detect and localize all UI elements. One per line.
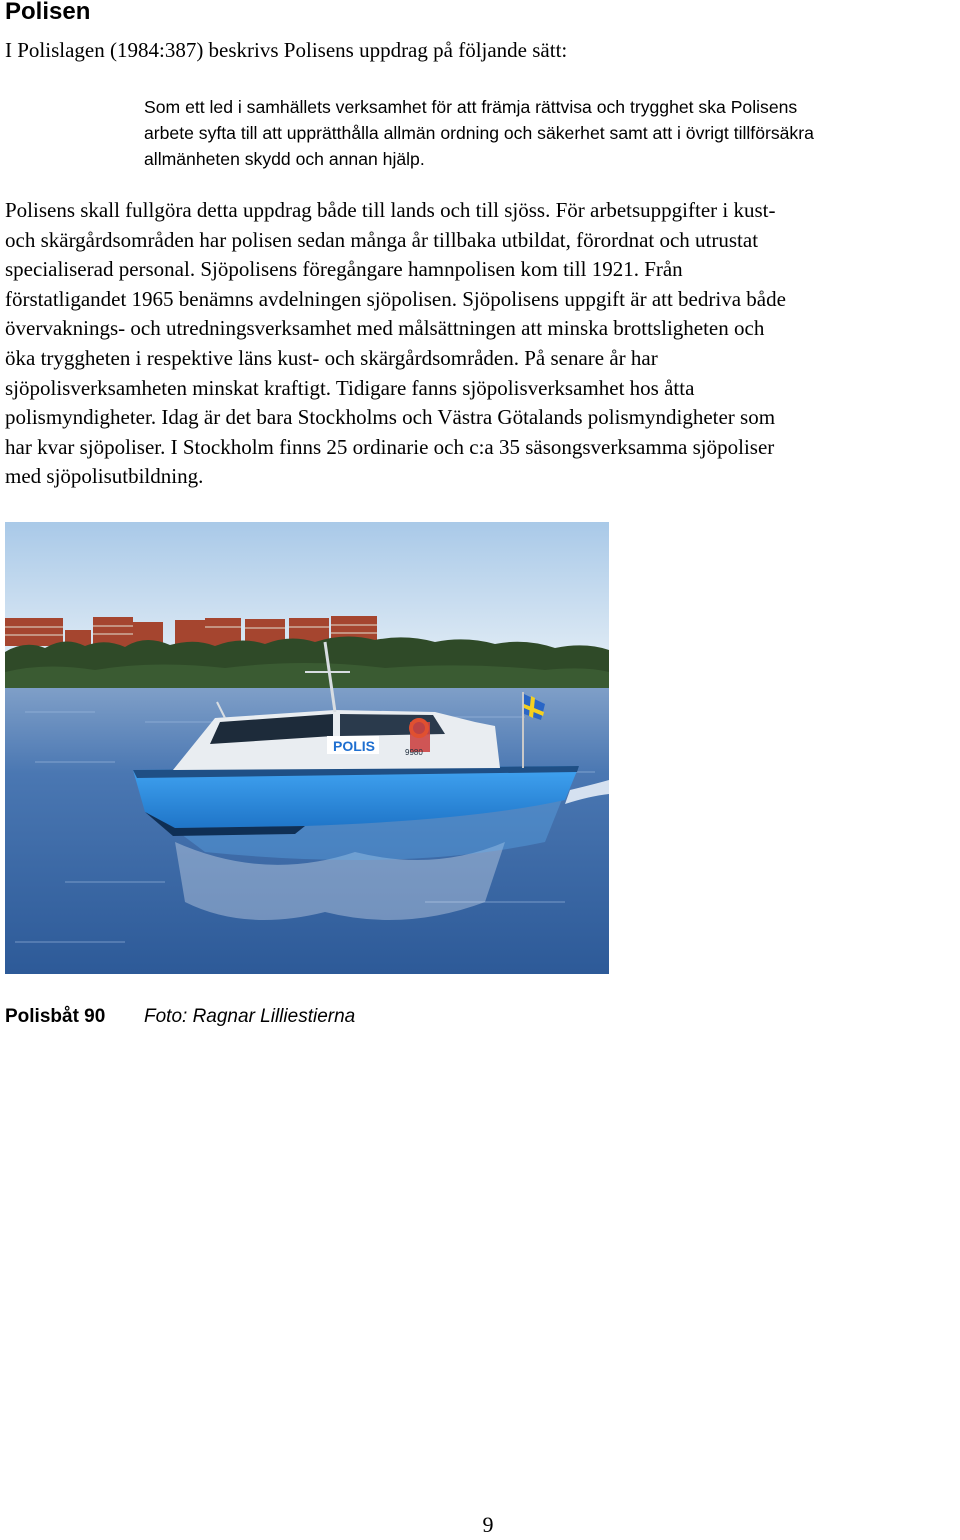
intro-paragraph: I Polislagen (1984:387) beskrivs Polisens uppdrag på följande sätt:: [5, 38, 568, 62]
caption-credit: Foto: Ragnar Lilliestierna: [144, 1006, 356, 1027]
police-boat-illustration: [5, 522, 609, 974]
body-paragraph: [5, 196, 960, 492]
hull-number: 9980: [405, 748, 423, 757]
quote-line: allmänheten skydd och annan hjälp.: [144, 149, 425, 169]
page-number: 9: [482, 1512, 494, 1537]
body-line: polismyndigheter. Idag är det bara Stockholms och Västra Götalands polismyndigheter som: [5, 405, 776, 430]
page-title: Polisen: [5, 0, 91, 25]
law-quote: [144, 94, 954, 172]
body-line: med sjöpolisutbildning.: [5, 464, 204, 489]
body-line: har kvar sjöpoliser. I Stockholm finns 25 ordinarie och c:a 35 säsongsverksamma sjöpoliser: [5, 434, 775, 459]
body-line: och skärgårdsområden har polisen sedan många år tillbaka utbildat, förordnat och utrustat: [5, 227, 759, 252]
body-line: öka tryggheten i respektive läns kust- och skärgårdsområden. På senare år har: [5, 345, 658, 370]
body-line: sjöpolisverksamheten minskat kraftigt. Tidigare fanns sjöpolisverksamhet hos åtta: [5, 375, 695, 400]
body-line: förstatligandet 1965 benämns avdelningen sjöpolisen. Sjöpolisens uppgift är att bedriva både: [5, 286, 786, 311]
caption-title: Polisbåt 90: [5, 1006, 106, 1027]
body-line: övervaknings- och utredningsverksamhet med målsättningen att minska brottsligheten och: [5, 316, 765, 341]
photo-caption: [5, 1003, 356, 1031]
quote-line: arbete syfta till att upprätthålla allmän ordning och säkerhet samt att i övrigt tillförsäkra: [144, 123, 814, 143]
boat-marking: POLIS: [333, 738, 376, 754]
quote-line: Som ett led i samhällets verksamhet för att främja rättvisa och trygghet ska Polisens: [144, 97, 798, 117]
police-boat-photo: [5, 522, 609, 974]
body-line: specialiserad personal. Sjöpolisens föregångare hamnpolisen kom till 1921. Från: [5, 257, 683, 282]
body-line: Polisens skall fullgöra detta uppdrag både till lands och till sjöss. För arbetsuppgifter i kust-: [5, 198, 776, 222]
